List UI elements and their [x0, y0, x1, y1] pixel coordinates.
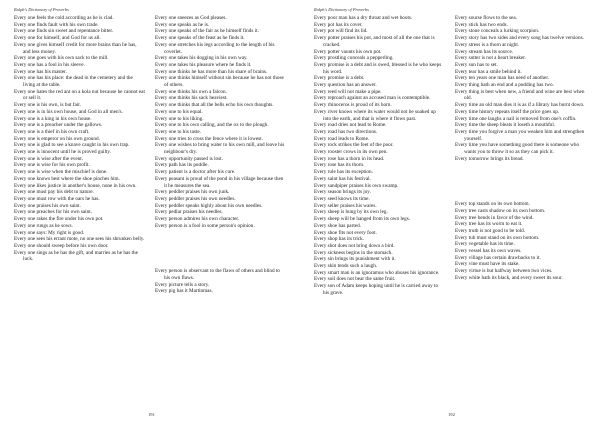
proverb-entry: Every one rungs as he sows.: [14, 222, 73, 229]
proverb-entry: Every one has his place: the dead in the cemetery and the living at the table.: [14, 75, 133, 89]
proverb-entry: Every sin brings its punishment with it.: [314, 256, 396, 263]
left-page-columns: [14, 15, 286, 295]
proverb-entry: Every one is wise for his own profit.: [14, 162, 90, 169]
proverb-entry: Every road has two directions.: [314, 128, 378, 135]
proverb-entry: Every virtue is but halfway between two vices.: [455, 268, 553, 275]
page-number: 192: [448, 412, 455, 417]
proverb-entry: Every road leads to Rome.: [314, 135, 370, 142]
proverb-entry: Every one finds sin sweet and repentance bitter.: [14, 28, 114, 35]
proverb-entry: Every sandpiper praises his own swamp.: [314, 182, 399, 189]
proverb-entry: Every season brings its joy.: [314, 189, 371, 196]
proverb-entry: Every peddler speaks highly about his own needles.: [155, 202, 263, 209]
proverb-entry: Every river knows where its water would not be soaked up into the earth, and that is where it flows past.: [314, 108, 436, 122]
proverb-entry: Every story has two sides and every song has twelve versions.: [455, 35, 584, 42]
proverb-entry: Every prostling conceals a pepperling.: [314, 55, 394, 62]
proverb-entry: Every one feels the cold according as he is clad.: [14, 15, 114, 21]
proverb-entry: Every poor man has a dry throat and wet boots.: [314, 15, 413, 21]
proverb-entry: Every peddler praises his own needles.: [155, 195, 236, 202]
proverb-entry: Every tub must stand on its own bottom.: [455, 234, 540, 241]
proverb-entry: Every question has an answer.: [314, 82, 377, 89]
proverb-entry: Every one speaks of the feast as he finds it.: [155, 35, 245, 42]
proverb-entry: Every one thinks his own a falcon.: [155, 88, 227, 95]
right-page-columns: [314, 15, 586, 297]
proverb-entry: Every thing hath an end and a pudding has two.: [455, 82, 554, 89]
proverb-entry: Every time the sheep bleats it loseth a mouthful.: [455, 122, 556, 129]
proverb-entry: Every one sings as he has the gift, and marries as he has the luck.: [14, 249, 138, 263]
proverb-entry: Every one tries to cross the fence where it is lowest.: [155, 135, 263, 142]
proverb-entry: Every picture tells a story.: [155, 281, 210, 288]
proverb-entry: Every one has his master.: [14, 68, 67, 75]
proverb-entry: Every tree casts shadow on its own bottom.: [455, 207, 546, 214]
proverb-entry: Every one praises his own saint.: [14, 202, 81, 209]
proverb-entry: Every saint has his festival.: [314, 175, 371, 182]
proverb-entry: Every white hath its black, and every sweet its sour.: [455, 274, 563, 281]
proverb-entry: Every shop has its trick.: [314, 236, 364, 243]
proverb-entry: Every rule has its exception.: [314, 169, 373, 176]
proverb-entry: Every one to his own calling, and the ox to the plough.: [155, 122, 269, 129]
right-column-2: [455, 15, 586, 297]
proverb-entry: Every village has certain drawbacks to it.: [455, 254, 541, 261]
proverb-entry: Every one is wise when the mischief is done.: [14, 169, 108, 176]
right-page: [300, 0, 600, 424]
proverb-entry: Every one speaks of the fair as he himself finds it.: [155, 28, 259, 35]
proverb-entry: Every peddler praises his own junk.: [155, 189, 230, 196]
proverb-entry: Every stick has two ends.: [455, 21, 508, 28]
proverb-entry: Every one says: My right is good.: [14, 229, 85, 236]
proverb-entry: Every pot has its cover.: [314, 21, 363, 28]
proverb-entry: Every one wishes to bring water to his own mill, and leave his neighbour's dry.: [155, 142, 285, 156]
proverb-entry: Every one takes his dogging in his own way.: [155, 55, 248, 62]
proverb-entry: Every one speaks as he is.: [155, 21, 210, 28]
proverb-entry: Every one is a thief in his own craft.: [14, 128, 90, 135]
proverb-entry: Every one thinks his sack heaviest.: [155, 95, 228, 102]
proverb-entry: Every reed will not make a pipe.: [314, 88, 382, 95]
proverb-entry: Every one is in his own house, and God in all men's.: [14, 108, 123, 115]
proverb-entry: Every tomorrow brings its bread.: [455, 155, 524, 162]
proverb-entry: Every pig has it Martinmas.: [155, 288, 213, 295]
proverb-entry: Every pedlar praises his needles.: [155, 209, 223, 216]
proverb-entry: Every sheep is hung by its own leg.: [314, 209, 388, 216]
proverb-entry: Every soil does not bear the same fruit.: [314, 276, 396, 283]
proverb-entry: Every potter praises his pot, and most of all the one that is cracked.: [314, 35, 435, 48]
proverb-entry: Every time history repeats itself the price goes up.: [455, 108, 560, 115]
proverb-entry: Every stream has its source.: [455, 48, 514, 55]
entry-spacer: [155, 246, 286, 253]
proverb-entry: Every ten years one man has need of another.: [455, 75, 550, 82]
proverb-entry: Every one is innocent until he is proved guilty.: [14, 149, 111, 156]
proverb-entry: Every rose has a thorn in its head.: [314, 155, 385, 162]
proverb-entry: Every one is emperor on his own ground.: [14, 135, 100, 142]
proverb-entry: Every one is wise after the event.: [14, 155, 83, 162]
proverb-entry: Every road dries not lead to Rome.: [314, 122, 387, 129]
proverb-entry: Every time you forgive a man you weaken him and strengthen yourself.: [455, 128, 585, 142]
proverb-entry: Every tree bends in favor of the wind.: [455, 214, 534, 221]
proverb-entry: Every one finds fault with his own trade.: [14, 21, 99, 28]
proverb-entry: Every stone conceals a lurking scorpion.: [455, 28, 540, 35]
proverb-entry: Every top stands on its own bottom.: [455, 201, 530, 208]
proverb-entry: Every thing is best when new, a friend and wine are best when old.: [455, 88, 585, 102]
proverb-entry: Every one thinks that all the bells echo his own thoughts.: [155, 102, 274, 109]
proverb-entry: Every vine must have its stake.: [455, 261, 520, 268]
proverb-entry: Every one is a preacher under the gallows.: [14, 122, 103, 129]
proverb-entry: Every one preaches for his own saint.: [14, 209, 92, 216]
proverb-entry: Every one is his own, is but fair.: [14, 102, 81, 109]
proverb-entry: Every one to his liking.: [155, 115, 204, 122]
proverb-entry: Every sickness begins in the stomach.: [314, 249, 393, 256]
proverb-entry: Every rooster crows in its own pen.: [314, 149, 388, 156]
proverb-entry: Every potter vaunts his own pot.: [314, 48, 382, 55]
proverb-entry: Every one must row with the oars he has.: [14, 195, 100, 202]
proverb-entry: Every one takes his pleasure where he finds it.: [155, 61, 252, 68]
proverb-entry: Every vessel has its own waves.: [455, 248, 522, 255]
proverb-entry: Every one knows best where the shoe pinches him.: [14, 175, 120, 182]
proverb-entry: Every shoe has parted.: [314, 222, 361, 229]
left-column-1: [14, 15, 145, 295]
proverb-entry: Every rhinoceros is proud of its horn.: [314, 102, 392, 109]
page-number: 191: [148, 412, 155, 417]
proverb-entry: Every one thinks himself without sin because he has not those of others.: [155, 75, 284, 89]
proverb-entry: Every son of Adam keeps hoping until he is carried away to his grave.: [314, 283, 439, 296]
proverb-entry: Every opportunity passed is lost.: [155, 155, 223, 162]
proverb-entry: Every time one laughs a nail is removed from one's coffin.: [455, 115, 577, 122]
proverb-entry: Every peasant is proud of the pond in his village because then it he measures the sea.: [155, 175, 284, 189]
running-head: Ralph's Dictionary of Proverbs: [314, 7, 369, 12]
proverb-entry: Every one must pay his debt to nature.: [14, 189, 94, 196]
proverb-entry: Every time you have something good there is someone who wants you to throw it so as they can pick it.: [455, 142, 580, 156]
proverb-entry: Every time an old man dies it is as if a library has burnt down.: [455, 102, 585, 109]
proverb-entry: Every sun has to set.: [455, 61, 498, 68]
proverb-entry: Every shoe fits not every foot.: [314, 229, 377, 236]
proverb-entry: Every one for himself, and God for us all.: [14, 35, 101, 42]
proverb-entry: Every person admires his own character.: [155, 216, 240, 223]
proverb-entry: Every reproach against an accused man is contemptible.: [314, 95, 431, 102]
proverb-entry: Every one likes justice in another's house, none in his own.: [14, 182, 137, 189]
proverb-entry: Every one should sweep before his own door.: [14, 242, 109, 249]
proverb-entry: Every rose has its thorn.: [314, 162, 365, 169]
proverb-entry: Every promise is a debt and is owed, blessed is he who keeps his word.: [314, 61, 442, 75]
entry-spacer: [455, 178, 586, 185]
proverb-entry: Every person is observant to the flaws of others and blind to his own flaws.: [155, 268, 280, 281]
proverb-entry: Every pot will find its lid.: [314, 28, 368, 35]
running-head: Ralph's Dictionary of Proverbs: [14, 7, 69, 12]
proverb-entry: Every one is glad to see a knave caught in his own trap.: [14, 142, 130, 149]
proverb-entry: Every stress is a thorn at night.: [455, 41, 520, 48]
proverb-entry: Every vegetable has its time.: [455, 241, 515, 248]
proverb-entry: Every smart man is an ignoramus who abuses his ignorance.: [314, 269, 440, 276]
proverb-entry: Every one rakes the fire under his own pot.: [14, 216, 104, 223]
proverb-entry: Every patient is a doctor after his cure.: [155, 169, 236, 176]
proverb-entry: Every one stretches his legs according to the length of his coverlet.: [155, 41, 275, 55]
proverb-entry: Every rock strikes the feet of the poor.: [314, 142, 394, 149]
proverb-entry: Every one sees his errant mote, no one sees his shrunken belly.: [14, 236, 145, 243]
left-column-2: [155, 15, 286, 295]
proverb-entry: Every tree has its worm to eat it.: [455, 221, 523, 228]
proverb-entry: Every one has a fool in his sleeve.: [14, 61, 85, 68]
right-column-1: [314, 15, 445, 297]
proverb-entry: Every seller praises his wares.: [314, 202, 377, 209]
proverb-entry: Every one to his equal.: [155, 108, 203, 115]
proverb-entry: Every one thinks he has more than his share of brains.: [155, 68, 268, 75]
proverb-entry: Every sheep will be hanged from its own legs.: [314, 216, 411, 223]
proverb-entry: Every sutter is not a heart breaker.: [455, 55, 527, 62]
proverb-entry: Every one hates the red ant on a kola nut because he cannot eat or sell it.: [14, 88, 145, 102]
proverb-entry: Every sourse flows to the sea.: [455, 15, 517, 21]
proverb-entry: Every one is a king in his own house.: [14, 115, 92, 122]
proverb-entry: Every one gives himself credit for more brains than he has, and less money.: [14, 41, 137, 55]
proverb-entry: Every seed knows its time.: [314, 195, 370, 202]
proverb-entry: Every one sneezes as God pleases.: [155, 15, 227, 21]
proverb-entry: Every skin tends such a laugh.: [314, 263, 378, 270]
proverb-entry: Every person is a fool in some person's opinion.: [155, 222, 255, 229]
proverb-entry: Every path has its puddle.: [155, 162, 209, 169]
proverb-entry: Every tear has a smile behind it.: [455, 68, 522, 75]
proverb-entry: Every one to his taste.: [155, 128, 201, 135]
proverb-entry: Every truth is not good to be told.: [455, 227, 526, 234]
proverb-entry: Every one goes with his own sack to the mill.: [14, 55, 109, 62]
proverb-entry: Every promise is a debt.: [314, 75, 365, 82]
proverb-entry: Every shot does not bring down a bird.: [314, 242, 395, 249]
